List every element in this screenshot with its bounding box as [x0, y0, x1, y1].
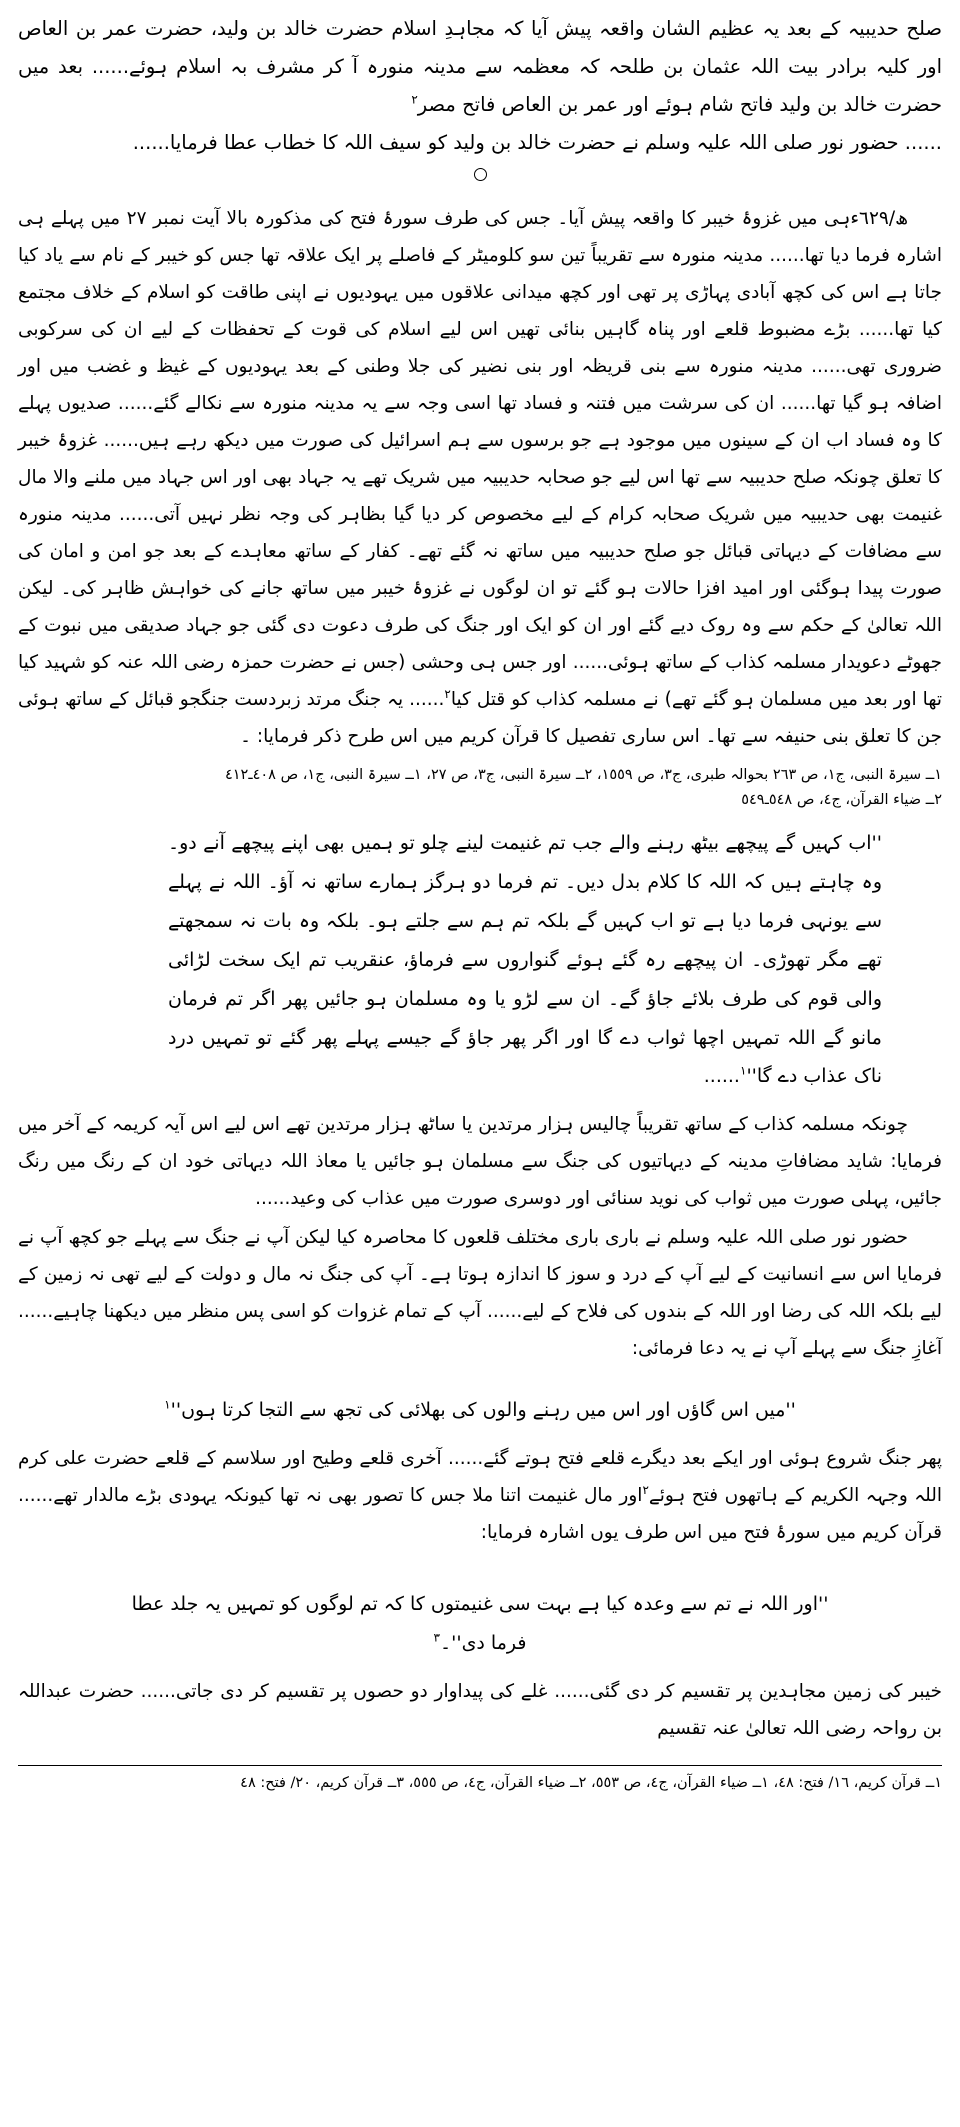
footnote-marker: ٢: [444, 686, 451, 701]
quotation-one-tail: ......: [703, 1065, 740, 1088]
footnote-marker: ٢: [411, 92, 418, 107]
footnote-marker: ٣: [433, 1630, 440, 1645]
quotation-two-text: ''میں اس گاؤں اور اس میں رہنے والوں کی بھلائی کی تجھ سے التجا کرتا ہوں'': [170, 1399, 796, 1422]
paragraph-after-quote-two-tail: اور مال غنیمت اتنا ملا جس کا تصور بھی نہ تھا کیونکہ یہودی بڑے مالدار تھے...... قرآن کریم میں سورۂ فتح میں اس طرف یوں اشارہ فرمایا:: [18, 1485, 942, 1544]
paragraph-last: خیبر کی زمین مجاہدین پر تقسیم کر دی گئی...... غلے کی پیداوار دو حصوں پر تقسیم کر دی جاتی...... حضرت عبداللہ بن رواحہ رضی اللہ تعالیٰ عنہ تقسیم: [18, 1681, 942, 1740]
footnote-marker: ١: [739, 1064, 747, 1079]
paragraph-after-quote-two: [18, 1440, 942, 1551]
quotation-three: [18, 1585, 942, 1663]
circle-icon: [474, 168, 487, 181]
reference-line: ١ــ سیرۃ النبی، ج١، ص ٢٦٣ بحوالہ طبری، ج٣، ص ١٥٥٩، ٢ــ سیرۃ النبی، ج٣، ص ٢٧، ١ــ سیرۃ النبی، ج١، ص ٤٠٨ـ٤١٢: [224, 767, 942, 784]
paragraph-prayer-intro: حضور نور صلی اللہ علیہ وسلم نے باری باری مختلف قلعوں کا محاصرہ کیا لیکن آپ نے جنگ سے پہلے جو کچھ آپ نے فرمایا اس سے انسانیت کے لیے آپ کے درد و سوز کا اندازہ ہوتا ہے۔ آپ کی جنگ نہ مال و دولت کے لیے تھی نہ زمین کے لیے بلکہ اللہ کی رضا اور اللہ کے بندوں کی فلاح کے لیے...... آپ کے تمام غزوات کو اسی پس منظر میں دیکھنا چاہیے...... آغازِ جنگ سے پہلے آپ نے یہ دعا فرمائی:: [18, 1227, 942, 1360]
top-paragraph: [18, 10, 942, 162]
body-paragraph: [18, 200, 942, 755]
reference-line: ٢ــ ضیاء القرآن، ج٤، ص ٥٤٨ـ٥٤٩: [741, 792, 942, 809]
circle-separator: [18, 168, 942, 186]
quotation-one-text: ''اب کہیں گے پیچھے بیٹھ رہنے والے جب تم غنیمت لینے چلو تو ہمیں بھی اپنے پیچھے آنے دو۔ وہ چاہتے ہیں کہ اللہ کا کلام بدل دیں۔ تم فرما دو ہرگز ہمارے ساتھ نہ آؤ۔ اللہ نے پہلے سے یونہی فرما دیا ہے تو اب کہیں گے بلکہ تم ہم سے جلتے ہو۔ بلکہ وہ بات نہ سمجھتے تھے مگر تھوڑی۔ ان پیچھے رہ گئے ہوئے گنواروں سے فرماؤ، عنقریب تم ایک سخت لڑائی والی قوم کی طرف بلائے جاؤ گے۔ ان سے لڑو یا وہ مسلمان ہو جائیں پھر اگر تم فرمان مانو گے اللہ تمہیں اچھا ثواب دے گا اور اگر پھر جاؤ گے جیسے پہلے پھر گئے تو تمہیں درد ناک عذاب دے گا'': [168, 831, 882, 1088]
paragraph-after-quote-two-text: پھر جنگ شروع ہوئی اور ایکے بعد دیگرے قلعے فتح ہوتے گئے...... آخری قلعے وطیح اور سلاسم کے قلعے حضرت علی کرم اللہ وجہہ الکریم کے ہاتھوں فتح ہوئے: [18, 1448, 942, 1507]
footnote-marker: ١: [164, 1398, 171, 1413]
reference-list: [18, 763, 942, 814]
quotation-one: [18, 824, 942, 1097]
quotation-two: [18, 1391, 942, 1430]
quotation-three-text: ''اور اللہ نے تم سے وعدہ کیا ہے بہت سی غنیمتوں کا کہ تم لوگوں کو تمہیں یہ جلد عطا فرما دی''۔: [131, 1593, 829, 1655]
top-paragraph-line2: ...... حضور نور صلی اللہ علیہ وسلم نے حضرت خالد بن ولید کو سیف اللہ کا خطاب عطا فرمایا......: [132, 131, 942, 155]
body-paragraph-tail: ...... یہ جنگ مرتد زبردست جنگجو قبائل کے ساتھ ہوئی جن کا تعلق بنی حنیفہ سے تھا۔ اس ساری تفصیل کا قرآن کریم میں اس طرح ذکر فرمایا: ۔: [18, 689, 942, 748]
footnote-section: [18, 1761, 942, 1796]
footnote-line: ١ــ قرآن کریم، ١٦/ فتح: ٤٨، ١ــ ضیاء القرآن، ج٤، ص ٥٥٣، ٢ــ ضیاء القرآن، ج٤، ص ٥٥٥، ٣ــ قرآن کریم، ٢٠/ فتح: ٤٨: [240, 1775, 942, 1792]
top-paragraph-line1: صلح حدیبیہ کے بعد یہ عظیم الشان واقعہ پیش آیا کہ مجاہدِ اسلام حضرت خالد بن ولید، حضرت عمر بن العاص اور کلیہ برادر بیت اللہ عثمان بن طلحہ کہ معظمہ سے مدینہ منورہ آ کر مشرف بہ اسلام ہوئے...... بعد میں حضرت خالد بن ولید فاتح شام ہوئے اور عمر بن العاص فاتح مصر: [18, 17, 942, 117]
paragraph-after-quote-one: چونکہ مسلمہ کذاب کے ساتھ تقریباً چالیس ہزار مرتدین یا ساٹھ ہزار مرتدین تھے اس لیے اس آیہ کریمہ کے آخر میں فرمایا: شاید مضافاتِ مدینہ کے دیہاتیوں کی جنگ سے مسلمان ہو جائیں یا معاذ اللہ دیہاتی خود ان کے رنگ میں رنگ جائیں، پہلی صورت میں ثواب کی نوید سنائی اور دوسری صورت میں عذاب کی وعید......: [18, 1114, 942, 1210]
footnote-divider: [18, 1765, 942, 1766]
body-paragraph-text: ھ/٦٢٩ءہی میں غزوۂ خیبر کا واقعہ پیش آیا۔ جس کی طرف سورۂ فتح کی مذکورہ بالا آیت نمبر ٢٧ میں پہلے ہی اشارہ فرما دیا تھا...... مدینہ منورہ سے تقریباً تین سو کلومیٹر کے فاصلے پر ایک علاقہ تھا جس کو خیبر کے نام سے یاد کیا جاتا ہے اس کی کچھ آبادی پہاڑی پر تھی اور کچھ میدانی علاقوں میں یہودیوں نے اپنی طاقت کو اسلام کے خلاف مجتمع کیا تھا...... بڑے مضبوط قلعے اور پناہ گاہیں بنائی تھیں اس لیے اسلام کی قوت کے تحفظات کے لیے ان کی سرکوبی ضروری تھی...... مدینہ منورہ سے بنی قریظہ اور بنی نضیر کی جلا وطنی کے بعد یہودیوں کے غیظ و غضب میں اور اضافہ ہو گیا تھا...... ان کی سرشت میں فتنہ و فساد تھا اسی وجہ سے یہ مدینہ منورہ سے نکالے گئے...... صدیوں پہلے کا وہ فساد اب ان کے سینوں میں موجود ہے جو برسوں سے ہم اسرائیل کی صورت میں دیکھ رہے ہیں...... غزوۂ خیبر کا تعلق چونکہ صلح حدیبیہ سے تھا اس لیے جو صحابہ حدیبیہ میں شریک تھے یہ جہاد بھی اور اس جہاد میں ملنے والا مال غنیمت بھی حدیبیہ میں شریک صحابہ کرام کے لیے مخصوص کر دیا گیا بظاہر کی وجہ نظر نہیں آتی...... مدینہ منورہ سے مضافات کے دیہاتی قبائل جو صلح حدیبیہ میں ساتھ نہ گئے تھے۔ کفار کے ساتھ معاہدے کے بعد جو امن و امان کی صورت پیدا ہوگئی اور امید افزا حالات ہو گئے تو ان لوگوں نے غزوۂ خیبر میں ساتھ جانے کی خواہش ظاہر کی۔ لیکن اللہ تعالیٰ کے حکم سے وہ روک دیے گئے اور ان کو ایک اور جنگ کی طرف دعوت دی گئی جو جہاد صدیقی میں نبوت کے جھوٹے دعویدار مسلمہ کذاب کے ساتھ ہوئی...... اور جس ہی وحشی (جس نے حضرت حمزہ رضی اللہ عنہ کو شہید کیا تھا اور بعد میں مسلمان ہو گئے تھے) نے مسلمہ کذاب کو قتل کیا: [18, 208, 942, 711]
footnote-marker: ٢: [642, 1483, 649, 1498]
